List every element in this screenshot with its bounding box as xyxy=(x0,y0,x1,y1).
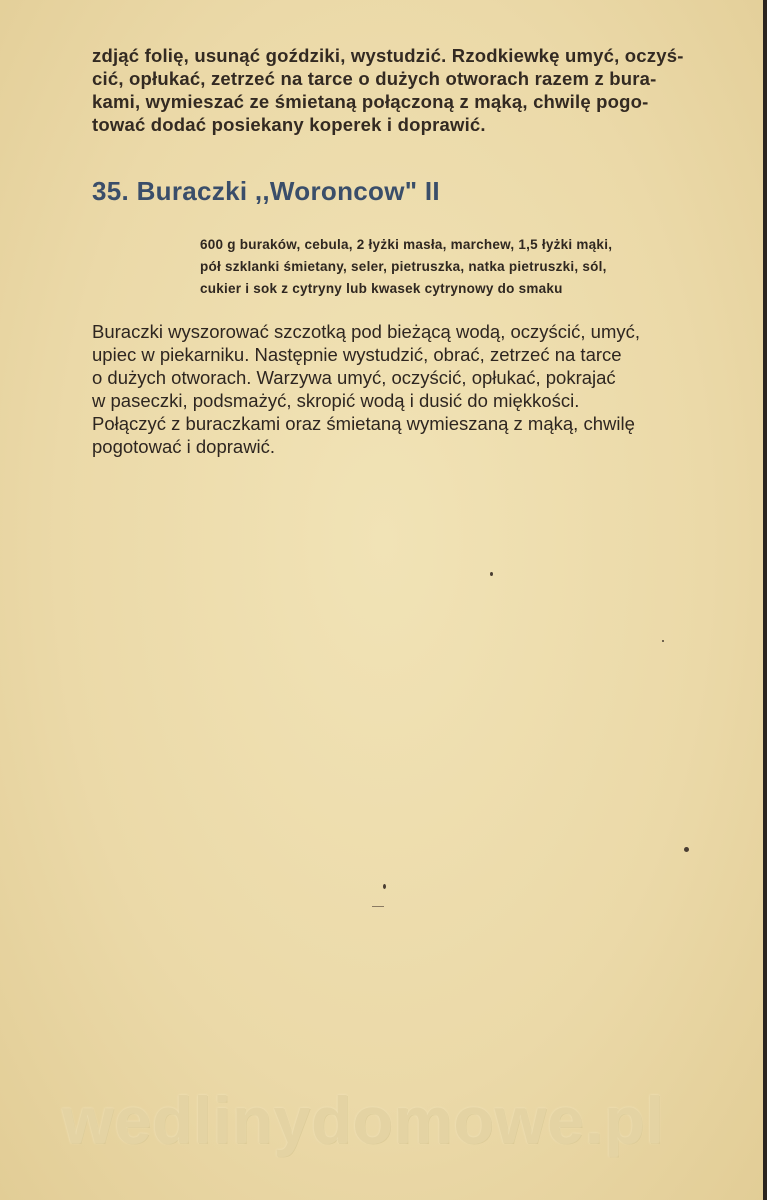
instructions-line: o dużych otworach. Warzywa umyć, oczyścić, opłukać, pokrajać xyxy=(92,367,616,388)
recipe-title: 35. Buraczki ,,Woroncow" II xyxy=(92,176,440,206)
instructions-paragraph xyxy=(92,320,752,458)
instructions-line: upiec w piekarniku. Następnie wystudzić, obrać, zetrzeć na tarce xyxy=(92,344,622,365)
intro-paragraph xyxy=(92,44,752,136)
intro-line: cić, opłukać, zetrzeć na tarce o dużych otworach razem z bura- xyxy=(92,68,657,89)
intro-line: kami, wymieszać ze śmietaną połączoną z mąką, chwilę pogo- xyxy=(92,91,649,112)
ingredients-line: pół szklanki śmietany, seler, pietruszka, natka pietruszki, sól, xyxy=(200,259,607,274)
ingredients-line: 600 g buraków, cebula, 2 łyżki masła, marchew, 1,5 łyżki mąki, xyxy=(200,237,613,252)
scan-speck xyxy=(490,572,493,576)
scan-speck xyxy=(684,847,689,852)
instructions-line: Połączyć z buraczkami oraz śmietaną wymieszaną z mąką, chwilę xyxy=(92,413,635,434)
ingredients-list xyxy=(200,234,760,300)
intro-line: tować dodać posiekany koperek i doprawić. xyxy=(92,114,486,135)
page-edge xyxy=(763,0,767,1200)
instructions-line: pogotować i doprawić. xyxy=(92,436,276,457)
ingredients-line: cukier i sok z cytryny lub kwasek cytrynowy do smaku xyxy=(200,281,563,296)
watermark: wedlinydomowe.pl xyxy=(62,1083,665,1157)
instructions-line: Buraczki wyszorować szczotką pod bieżącą wodą, oczyścić, umyć, xyxy=(92,321,641,342)
scan-speck xyxy=(383,884,386,889)
scan-speck xyxy=(662,640,664,642)
instructions-line: w paseczki, podsmażyć, skropić wodą i dusić do miękkości. xyxy=(92,390,580,411)
intro-line: zdjąć folię, usunąć goździki, wystudzić. Rzodkiewkę umyć, oczyś- xyxy=(92,45,684,66)
scan-speck xyxy=(372,906,384,907)
